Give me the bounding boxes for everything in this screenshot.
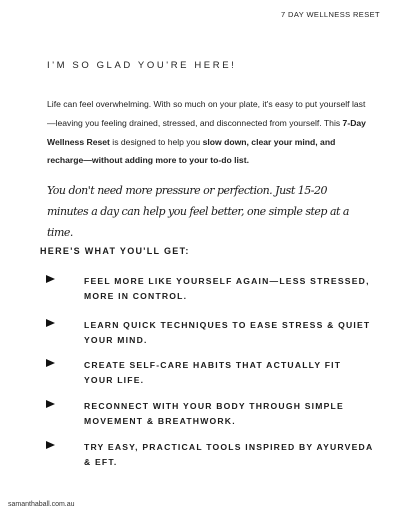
triangle-bullet-icon [46,359,55,367]
benefit-item [46,399,376,429]
section-heading: HERE'S WHAT YOU'LL GET: [40,246,190,256]
benefit-text: CREATE SELF-CARE HABITS THAT ACTUALLY FIT YOUR LIFE. [84,360,342,385]
benefit-item [46,318,376,348]
benefit-text: TRY EASY, PRACTICAL TOOLS INSPIRED BY AYURVEDA & EFT. [84,442,374,467]
triangle-bullet-icon [46,441,55,449]
intro-paragraph [47,95,367,170]
benefit-item [46,358,376,388]
intro-text-2: is designed to help you [109,136,203,147]
program-name: 7-Day Wellness Reset [47,117,366,147]
triangle-bullet-icon [46,275,55,283]
greeting-heading: I'M SO GLAD YOU'RE HERE! [47,60,237,71]
triangle-bullet-icon [46,319,55,327]
benefit-text: FEEL MORE LIKE YOURSELF AGAIN—LESS STRESSED, MORE IN CONTROL. [84,276,370,301]
footer-website: samanthaball.com.au [8,501,75,508]
intro-text-1: Life can feel overwhelming. With so much on your plate, it's easy to put yourself last—leaving you feeling drained, stressed, and disconnected from yourself. This [47,99,366,128]
quote-text: You don't need more pressure or perfection. Just 15-20 minutes a day can help you feel better, one simple step at a time. [47,184,349,239]
intro-emphasis: slow down, clear your mind, and recharge—without adding more to your to-do list. [47,136,336,166]
benefit-text: LEARN QUICK TECHNIQUES TO EASE STRESS & QUIET YOUR MIND. [84,320,371,345]
benefit-text: RECONNECT WITH YOUR BODY THROUGH SIMPLE MOVEMENT & BREATHWORK. [84,401,344,426]
triangle-bullet-icon [46,400,55,408]
benefit-item [46,440,376,470]
benefit-item [46,274,376,304]
document-title: 7 DAY WELLNESS RESET [280,10,380,19]
